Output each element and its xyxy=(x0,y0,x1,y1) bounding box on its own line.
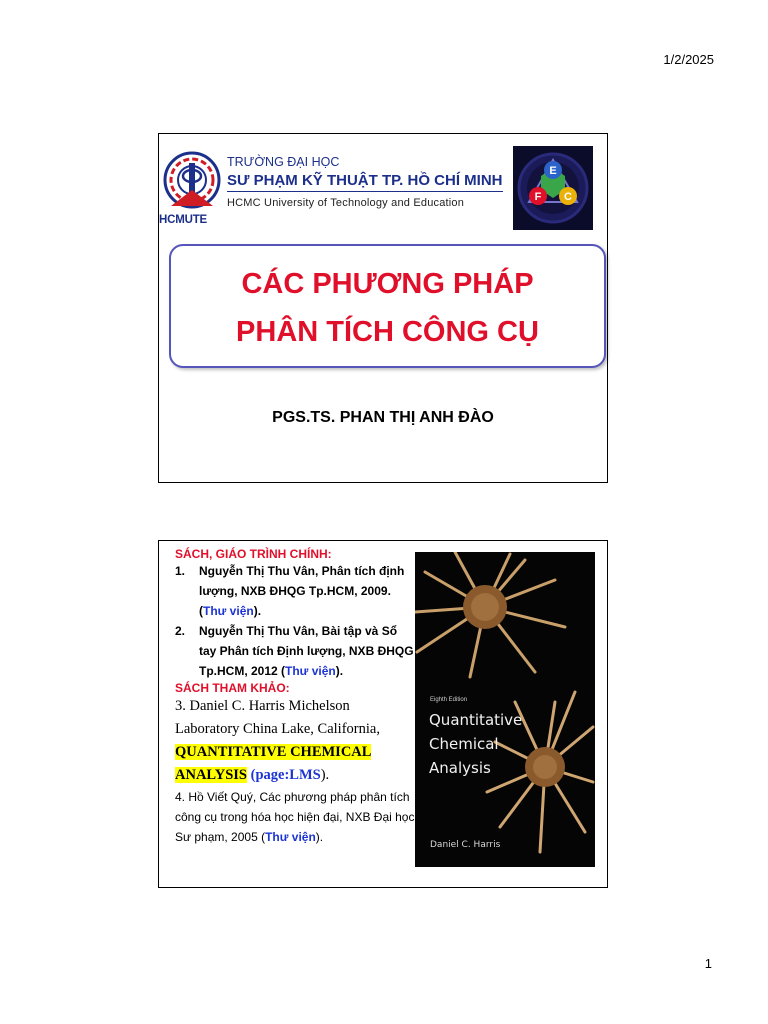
references-slide xyxy=(158,540,608,888)
course-title-line2: PHÂN TÍCH CÔNG CỤ xyxy=(236,316,539,348)
logo-text: HCMUTE xyxy=(159,214,207,226)
book-title-highlight: QUANTITATIVE CHEMICAL xyxy=(175,744,372,760)
title-slide xyxy=(158,133,608,483)
page-date: 1/2/2025 xyxy=(663,52,714,67)
reference-citation: Nguyễn Thị Thu Vân, Phân tích định lượng, NXB ĐHQG Tp.HCM, 2009. xyxy=(199,564,405,598)
course-title-line1: CÁC PHƯƠNG PHÁP xyxy=(241,268,534,300)
reference-citation: Nguyễn Thị Thu Vân, Bài tập và Sổ tay Phân tích Định lượng, NXB ĐHQG Tp.HCM, 2012 ( xyxy=(199,624,414,678)
reference-item-2 xyxy=(175,621,415,681)
course-title-box xyxy=(169,244,606,368)
reference-number: 1. xyxy=(175,564,186,578)
emblem-letter-f: F xyxy=(534,191,542,203)
book-cover-image xyxy=(415,552,595,867)
book-edition: Eighth Edition xyxy=(430,697,468,703)
emblem-letter-e: E xyxy=(549,165,557,177)
reference-citation: 3. Daniel C. Harris Michelson Laboratory China Lake, California, xyxy=(175,698,380,737)
reference-citation: 4. Hồ Viết Quý, Các phương pháp phân tích công cụ trong hóa học hiện đại, NXB Đại học Sư phạm, 2005 ( xyxy=(175,790,415,844)
main-books-heading: SÁCH, GIÁO TRÌNH CHÍNH: xyxy=(175,547,332,561)
lms-link[interactable]: page:LMS xyxy=(255,767,321,783)
library-link[interactable]: Thư viện xyxy=(265,830,316,844)
university-name-english: HCMC University of Technology and Education xyxy=(227,197,465,209)
author-name: PGS.TS. PHAN THỊ ANH ĐÀO xyxy=(272,409,494,426)
reference-item-4: 4. Hồ Viết Quý, Các phương pháp phân tích công cụ trong hóa học hiện đại, NXB Đại học Sư phạm, 2005 (Thư viện). xyxy=(175,790,415,844)
university-label: TRƯỜNG ĐẠI HỌC xyxy=(227,155,340,169)
library-link[interactable]: Thư viện xyxy=(203,604,254,618)
book-cover-author: Daniel C. Harris xyxy=(430,840,501,850)
reference-books-heading: SÁCH THAM KHẢO: xyxy=(175,681,290,695)
reference-item-1 xyxy=(175,561,415,621)
book-title-highlight: ANALYSIS xyxy=(175,767,247,783)
reference-list xyxy=(175,547,415,847)
reference-item-3: 3. Daniel C. Harris Michelson Laboratory China Lake, California, QUANTITATIVE CHEMICAL ANALYSIS (page:LMS). xyxy=(175,698,380,783)
page-number: 1 xyxy=(704,956,712,971)
reference-text: Nguyễn Thị Thu Vân, Phân tích định lượng, NXB ĐHQG Tp.HCM, 2009. (Thư viện). xyxy=(199,564,405,618)
book-cover-title: Quantitative Chemical Analysis xyxy=(429,711,523,777)
reference-text: Nguyễn Thị Thu Vân, Bài tập và Sổ tay Phân tích Định lượng, NXB ĐHQG Tp.HCM, 2012 (Thư viện). xyxy=(199,624,414,678)
emblem-letter-c: C xyxy=(564,191,572,203)
library-link[interactable]: Thư viện xyxy=(285,664,336,678)
university-name: SƯ PHẠM KỸ THUẬT TP. HỒ CHÍ MINH xyxy=(227,172,503,192)
reference-number: 2. xyxy=(175,624,186,638)
faculty-emblem xyxy=(513,146,593,230)
